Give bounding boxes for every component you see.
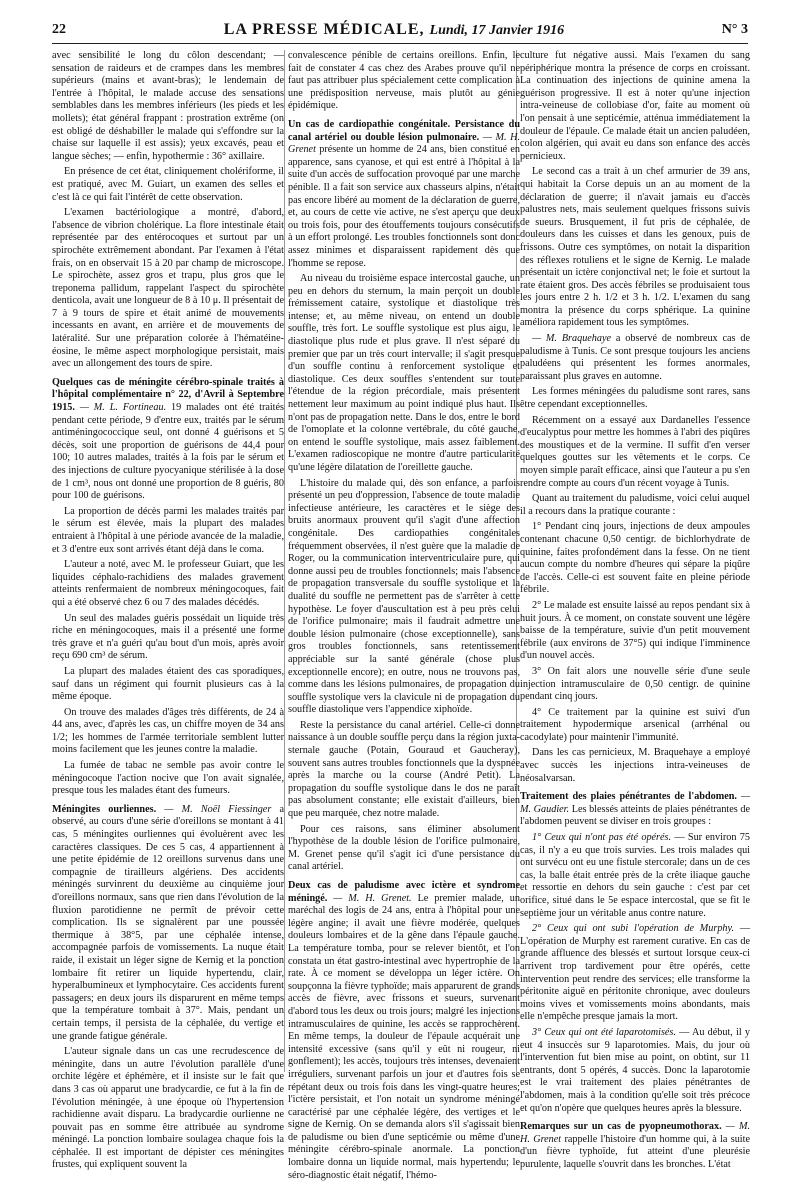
article-title: Un cas de cardiopathie congénitale. Persistance du canal artériel ou double lésion pulmonaire.	[288, 118, 520, 143]
article-author: — M. H. Grenet	[520, 1121, 750, 1145]
article-author: — M. Noël Fiessinger	[164, 803, 272, 815]
paragraph: 4° Ce traitement par la quinine est suivi d'un traitement hypodermique arsenical (arrhénal ou cacodylate) pour maintenir l'immunité.	[520, 706, 750, 743]
paragraph: 2° Le malade est ensuite laissé au repos pendant six à huit jours. À ce moment, on constate souvent une légère baisse de la température, suivie d'un petit mouvement fébrile (aux environs de 37°5) qui indique l'imminence d'un nouvel accès.	[520, 599, 750, 662]
paragraph: La fumée de tabac ne semble pas avoir contre le méningocoque l'action nocive que l'on avait signalée, presque tous les malades étant des fumeurs.	[52, 760, 284, 797]
article-title: Remarques sur un cas de pyopneumothorax.	[520, 1121, 722, 1133]
paragraph: L'histoire du malade qui, dès son enfance, a parfois présenté un peu d'oppression, l'absence de toute maladie infectieuse antérieure, les caractères et le siège des bruits anormaux prouvent qu'il s'agit d'une affection congénitale. Des cardiopathies congénitales fréquemment observées, il n'est guère que la maladie de Roger, ou la communication interventriculaire pure, qui donne aussi peu de troubles fonctionnels; mais l'absence de propagation transversale du souffle systolique et la dualité du souffle ne permettent pas de s'arrêter à cette hypothèse. Le foyer d'auscultation est à peu près celui de l'orifice pulmonaire; mais il faudrait admettre une double lésion pulmonaire (chose exceptionnelle), sans gros troubles fonctionnels, sans retentissement appréciable sur la santé générale (chose plus exceptionnelle encore); en outre, nous ne trouvons pas, comme dans les lésions pulmonaires, de propagation du souffle systolique vers la clavicule ni de propagation du souffle diastolique vers l'appendice xiphoïde.	[288, 477, 520, 716]
paragraph: Les formes méningées du paludisme sont rares, sans être cependant exceptionnelles.	[520, 386, 750, 411]
journal-name: LA PRESSE MÉDICALE,	[223, 21, 425, 38]
paragraph-braquehaye	[520, 333, 750, 383]
paragraph-group-2	[520, 923, 750, 1024]
paragraph: L'auteur a noté, avec M. le professeur Guiart, que les liquides céphalo-rachidiens des malades gravement atteints renfermaient de nombreux méningocoques, fait qui a été observé chez 6 ou 7 des malades décédés.	[52, 559, 284, 608]
issue-date: Lundi, 17 Janvier 1916	[429, 23, 565, 38]
issue-number: N° 3	[721, 22, 748, 37]
article-title: Deux cas de paludisme avec ictère et syndrome méningé.	[288, 880, 520, 904]
group-label: 3° Ceux qui ont été laparotomisés.	[532, 1026, 676, 1038]
paragraph: culture fut négative aussi. Mais l'examen du sang périphérique montra la présence de corps en croissant. La continuation des injections de quinine amena la guérison progressive. Il est à noter qu'une injection intra-veineuse de collobiase d'or, faite au moment où l'on pensait à une septicémie, atténua immédiatement la douleur de l'épaule. Ce malade était un ancien paludéen, colon algérien, qui avait eu dans son enfance des accès pernicieux.	[520, 50, 750, 162]
column-divider-1	[284, 50, 285, 1072]
article-meningite	[52, 377, 284, 503]
paragraph: 3° On fait alors une nouvelle série d'une seule injection intramusculaire de 0,50 centigr. de quinine pendant cinq jours.	[520, 665, 750, 703]
paragraph: convalescence pénible de certains oreillons. Enfin, le fait de constater 4 cas chez des Arabes prouve qu'il ne faut pas attribuer plus spécialement cette complication à une prédisposition nerveuse, mais plutôt au génie épidémique.	[288, 50, 520, 112]
paragraph: La plupart des malades étaient des cas sporadiques, sauf dans un régiment qui fournit plusieurs cas à la même époque.	[52, 665, 284, 703]
article-author: — M. L. Fortineau.	[79, 402, 167, 414]
article-paludisme	[288, 880, 520, 1182]
article-body: rappelle l'histoire d'un homme qui, à la suite d'un fièvre typhoïde, fut atteint d'une pleurésie purulente, laquelle s'ouvrit dans les bronches. L'état	[520, 1133, 750, 1170]
article-title: Traitement des plaies pénétrantes de l'abdomen.	[520, 791, 737, 803]
article-cardiopathie	[288, 119, 520, 270]
journal-title	[224, 21, 564, 39]
page-header	[52, 18, 748, 42]
group-label: 1° Ceux qui n'ont pas été opérés.	[532, 832, 672, 844]
paragraph: Récemment on a essayé aux Dardanelles l'essence d'eucalyptus pour mettre les hommes à l'abri des piqûres des moustiques et de la vermine. Il suffit d'en verser quelques gouttes sur les vêtements et le corps. Ce moyen simple paraît efficace, ainsi que l'auteur a pu s'en rendre compte au cours d'un récent voyage à Tunis.	[520, 414, 750, 489]
article-body: a observé, au cours d'une série d'oreillons se montant à 41 cas, 5 méningites ourliennes qui évoluèrent avec les caractères classiques. De ces 5 cas, 4 appartiennent à une petite épidémie de 12 oreillons survenus dans une compagnie de tirailleurs algériens. Des accidents méningés survinrent du deuxième au cinquième jour d'oreillons normaux, sans que rien dans l'évolution de la fluxion parotidienne ne permît de prévoir cette complication. Ils se signalèrent par une poussée thermique à 38°5, par une céphalée intense, accompagnée parfois de vomissements. La nuque était raide, il existait un léger signe de Kernig et la ponction lombaire fit retirer un liquide hypertendu, clair, hyperalbumineux et lymphocytaire. Ces accidents furent passagers; en deux jours ils disparurent en même temps que la température tombait à 37°. Mais, pendant un certain temps, il persista de la céphalée, du vertige et une grande fatigue générale.	[52, 803, 285, 1042]
article-title: Méningites ourliennes.	[52, 803, 157, 815]
paragraph: 1° Pendant cinq jours, injections de deux ampoules contenant chacune 0,50 centigr. de bichlorhydrate de quinine, faites profondément dans la fesse. On ne tient aucun compte du nombre d'heures qui sépare la piqûre de l'accès. Celle-ci est souvent faite en pleine période fébrile.	[520, 521, 750, 596]
paragraph: Reste la persistance du canal artériel. Celle-ci donne naissance à un double souffle perçu dans la région juxta-sternale gauche (Potain, Gouraud et Gaucheray), souvent sans autres troubles fonctionnels que la dyspnée après la marche ou la course (André Petit). La propagation du souffle systolique dans le dos ne paraît pas absolument constante; elle existait d'ailleurs, bien que peu marquée, chez notre malade.	[288, 719, 520, 820]
paragraph: L'examen bactériologique a montré, d'abord, l'absence de vibrion cholérique. La flore intestinale était représentée par des entérocoques et surtout par un spirochète extrêmement abondant. Par l'examen à l'état frais, on en observait 15 à 20 par champ de microscope. Le spirochète, assez gros et trapu, plus gros que le treponema pallidum, rappelant l'aspect du spirochète denticola, avait une longueur de 8 à 10 μ. Il présentait de 7 à 9 tours de spire et était animé de mouvements incessants en avant, en arrière et de mouvements de latéralité. Sur une préparation colorée à l'hématéine-éosine, le même aspect morphologique persistait, mais avec un allongement des tours de spire.	[52, 207, 284, 370]
article-plaies-abdomen	[520, 791, 750, 829]
paragraph: Pour ces raisons, sans éliminer absolument l'hypothèse de la double lésion de l'orifice pulmonaire, M. Grenet pense qu'il s'agit ici d'une persistance du canal artériel.	[288, 823, 520, 873]
group-body: — L'opération de Murphy est rarement curative. En cas de grande affluence des blessés et surtout lorsque ceux-ci arrivent trop tardivement pour être opérés, cette intervention peut rendre des services; elle transforme la péritonite aiguë en péritonite chronique, avec douleurs moins vives et vomissements moins abondants, mais elle n'empêche presque jamais la mort.	[520, 923, 750, 1023]
article-body: Les blessés atteints de plaies pénétrantes de l'abdomen peuvent se diviser en trois groupes :	[520, 803, 751, 828]
article-author: — M. Braquehaye	[532, 333, 612, 345]
paragraph: On trouve des malades d'âges très différents, de 24 à 44 ans, avec, d'après les cas, un chiffre moyen de 34 ans 1/2; les hommes de l'armée territoriale semblent lutter moins facilement que les jeunes contre la maladie.	[52, 706, 284, 756]
paragraph: Un seul des malades guéris possédait un liquide très riche en méningocoques, mais il a présenté une forme très grave et n'a guéri qu'au bout d'un mois, après avoir reçu 690 cm³ de sérum.	[52, 612, 284, 662]
paragraph: Dans les cas pernicieux, M. Braquehaye a employé avec succès les injections intra-veineuses de néosalvarsan.	[520, 747, 750, 784]
article-title: Quelques cas de méningite cérébro-spinale traités à l'hôpital complémentaire n° 22, d'Avril à Septembre 1915.	[52, 376, 284, 414]
group-body: — Sur environ 75 cas, il n'y a eu que trois survies. Les trois malades qui ont survécu ont eu une fistule stercorale; dans un de ces cas, la balle était entrée près de la crête iliaque gauche et ressortie en dehors du sein gauche : c'est par cet orifice, situé dans le 5e espace intercostal, que se fit le septième jour un véritable anus contre nature.	[520, 832, 750, 919]
article-author: — M. H. Grenet	[288, 131, 520, 156]
column-1	[52, 50, 285, 1171]
page-number: 22	[52, 22, 66, 37]
paragraph: Quant au traitement du paludisme, voici celui auquel il a recours dans la pratique courante :	[520, 493, 750, 517]
article-body: présente un homme de 24 ans, bien constitué en apparence, sans cyanose, et qui est entré à l'hôpital à la suite d'un accès de suffocation provoqué par une marche pénible. Il a fait son service aux chasseurs alpins, n'était pas encore libéré au moment de la déclaration de guerre, et, au cours de cette vie active, ne s'est aperçu que deux ou trois fois, pour des étouffements toujours consécutifs à un effort prolongé. Les troubles fonctionnels sont donc assez minimes et disparaissent rapidement dès que l'homme se repose.	[288, 144, 520, 269]
article-pyopneumothorax	[520, 1121, 750, 1171]
paragraph-group-3	[520, 1027, 750, 1115]
header-rule	[52, 43, 748, 44]
paragraph-group-1	[520, 832, 750, 920]
paragraph: En présence de cet état, cliniquement cholériforme, il est pratiqué, avec M. Guiart, un examen des selles et c'est là ce qui fait l'intérêt de cette observation.	[52, 166, 284, 203]
article-author: — M. H. Grenet.	[333, 892, 412, 904]
paragraph: Au niveau du troisième espace intercostal gauche, un peu en dehors du sternum, la main perçoit un double frémissement cataire, systolique et diastolique très intense; et, au même niveau, on entend un double souffle, très fort. Le souffle systolique est plus aigu, le diastolique plus rude et plus grave. Il n'est séparé du premier que par un très court intervalle; il s'agit presque d'un souffle continu à renforcement systolique et diastolique. Ces deux souffles s'entendent sur toute l'étendue de la région précordiale, mais présentent nettement leur maximum au point indiqué plus haut. Ils n'ont pas de propagation nette. Dans le dos, entre le bord de l'omoplate et la colonne vertébrale, du côté gauche, on entend le souffle systolique, mais assez faiblement. L'examen radioscopique ne montre d'autre particularité qu'une légère dilatation de l'oreillette gauche.	[288, 273, 520, 473]
paragraph: L'auteur signale dans un cas une recrudescence de méningite, dans un autre l'évolution parallèle d'une orchite légère et éphémère, et il insiste sur le fait que dans 3 cas où apparut une bradycardie, ce fut à la fin de l'évolution méningée, à une époque où l'hypertension rachidienne avait disparu. La bradycardie ourlienne ne pouvait pas en somme être attribuée au syndrome méningé. La ponction lombaire soulagea chaque fois la céphalée. Il est important de dépister ces méningites frustes, qui expliquent souvent la	[52, 1046, 284, 1171]
column-2	[288, 50, 520, 1181]
group-label: 2° Ceux qui ont subi l'opération de Murphy.	[532, 923, 735, 935]
group-body: — Au début, il y eut 4 insuccès sur 9 laparotomies. Mais, du jour où l'intervention fut bien mise au point, on obtint, sur 11 entrants, dont 5 opérés, 4 succès. Donc la laparotomie est le vrai traitement des plaies pénétrantes de l'abdomen, mais à la condition qu'elle soit très précoce et qu'on n'opère que quelques heures après la blessure.	[520, 1026, 751, 1114]
article-author: — M. Gaudier.	[520, 791, 750, 815]
article-body: 19 malades ont été traités pendant cette période, 9 d'entre eux, traités par le sérum antiméningococcique seul, ont donné 4 guérisons et 5 décès, soit une proportion de guérisons de 44,4 pour 100; 10 autres malades, traités à la fois par le sérum et des injections de culture pyocyanique stérilisée à la dose de 1 cm³, nous ont donné une proportion de 8 guéris, 80 pour 100 de guérisons.	[52, 402, 285, 502]
article-body: Le premier malade, un maréchal des logis de 24 ans, entra à l'hôpital pour une légère angine; il avait une fièvre modérée, quelques douleurs lombaires et de la gêne dans l'épaule gauche. La température tomba, pour se relever bientôt, et l'on constata un état gastro-intestinal avec hypertrophie de la rate. À ce moment se développa un léger ictère. On soupçonna la fièvre typhoïde; mais apparurent de grands accès de fièvre, avec frissons et sueurs, survenant d'abord tous les deux ou trois jours; malgré les injections intramusculaires de quinine, les accès se rapprochèrent. En même temps, la douleur de l'épaule acquérait une intensité excessive (sans qu'il y eût ni rougeur, ni gonflement); les accès, toujours très intenses, devenaient irréguliers, survenant parfois un jour et d'autres fois se répétant deux ou trois fois dans les vingt-quatre heures; l'ictère persistait, et l'on notait un syndrome méningé caractérisé par une céphalée légère, des vertiges et le signe de Kernig. On se demanda alors s'il s'agissait bien de paludisme ou bien d'une septicémie ou même d'une méningite cérébro-spinale anormale. La ponction lombaire donna un liquide normal, mais hypertendu; le séro-diagnostic était négatif, l'hémo-	[288, 892, 520, 1181]
column-3	[520, 50, 751, 1170]
paragraph: Le second cas a trait à un chef armurier de 39 ans, qui habitait la Corse depuis un an au moment de la déclaration de guerre; il n'avait jamais eu d'accès palustres nets, mais seulement quelques frissons suivis de sueurs. Brusquement, il fut pris de céphalée, de douleurs dans les cuisses et dans les genoux, puis de frissons. Outre ces symptômes, on notait la disparition des réflexes rotuliens et le signe de Kernig. Le malade présentait un ictère conjonctival net; le foie et surtout la rate étaient gros. Des accès fébriles se produisaient tous les jours entre 2 h. 1/2 et 3 h. 1/2. L'examen du sang montra la présence du corps sphérique. La quinine améliora rapidement tous les symptômes.	[520, 166, 750, 329]
paragraph: avec sensibilité le long du côlon descendant; — sensation de raideurs et de crampes dans les membres supérieurs (mains et avant-bras); le lendemain de l'entrée à l'hôpital, le malade accuse des sensations semblables dans les membres inférieurs (les pieds et les mollets); état général frappant : prostration extrême (on est obligé de déshabiller le malade qui s'effondre sur la chaise sur laquelle il est assis); yeux excavés, peau et langue sèches; — enfin, hypothermie : 36° axillaire.	[52, 50, 284, 162]
paragraph: La proportion de décès parmi les malades traités par le sérum est élevée, mais la plupart des malades entraient à l'hôpital à une période avancée de la maladie, et 3 d'entre eux sont arrivés étant déjà dans le coma.	[52, 505, 284, 555]
article-body: a observé de nombreux cas de paludisme à Tunis. Ce sont presque toujours les anciens paludéens qui présentent les formes anormales, paraissant plus graves en automne.	[520, 333, 750, 382]
article-meningites-ourliennes	[52, 804, 284, 1043]
